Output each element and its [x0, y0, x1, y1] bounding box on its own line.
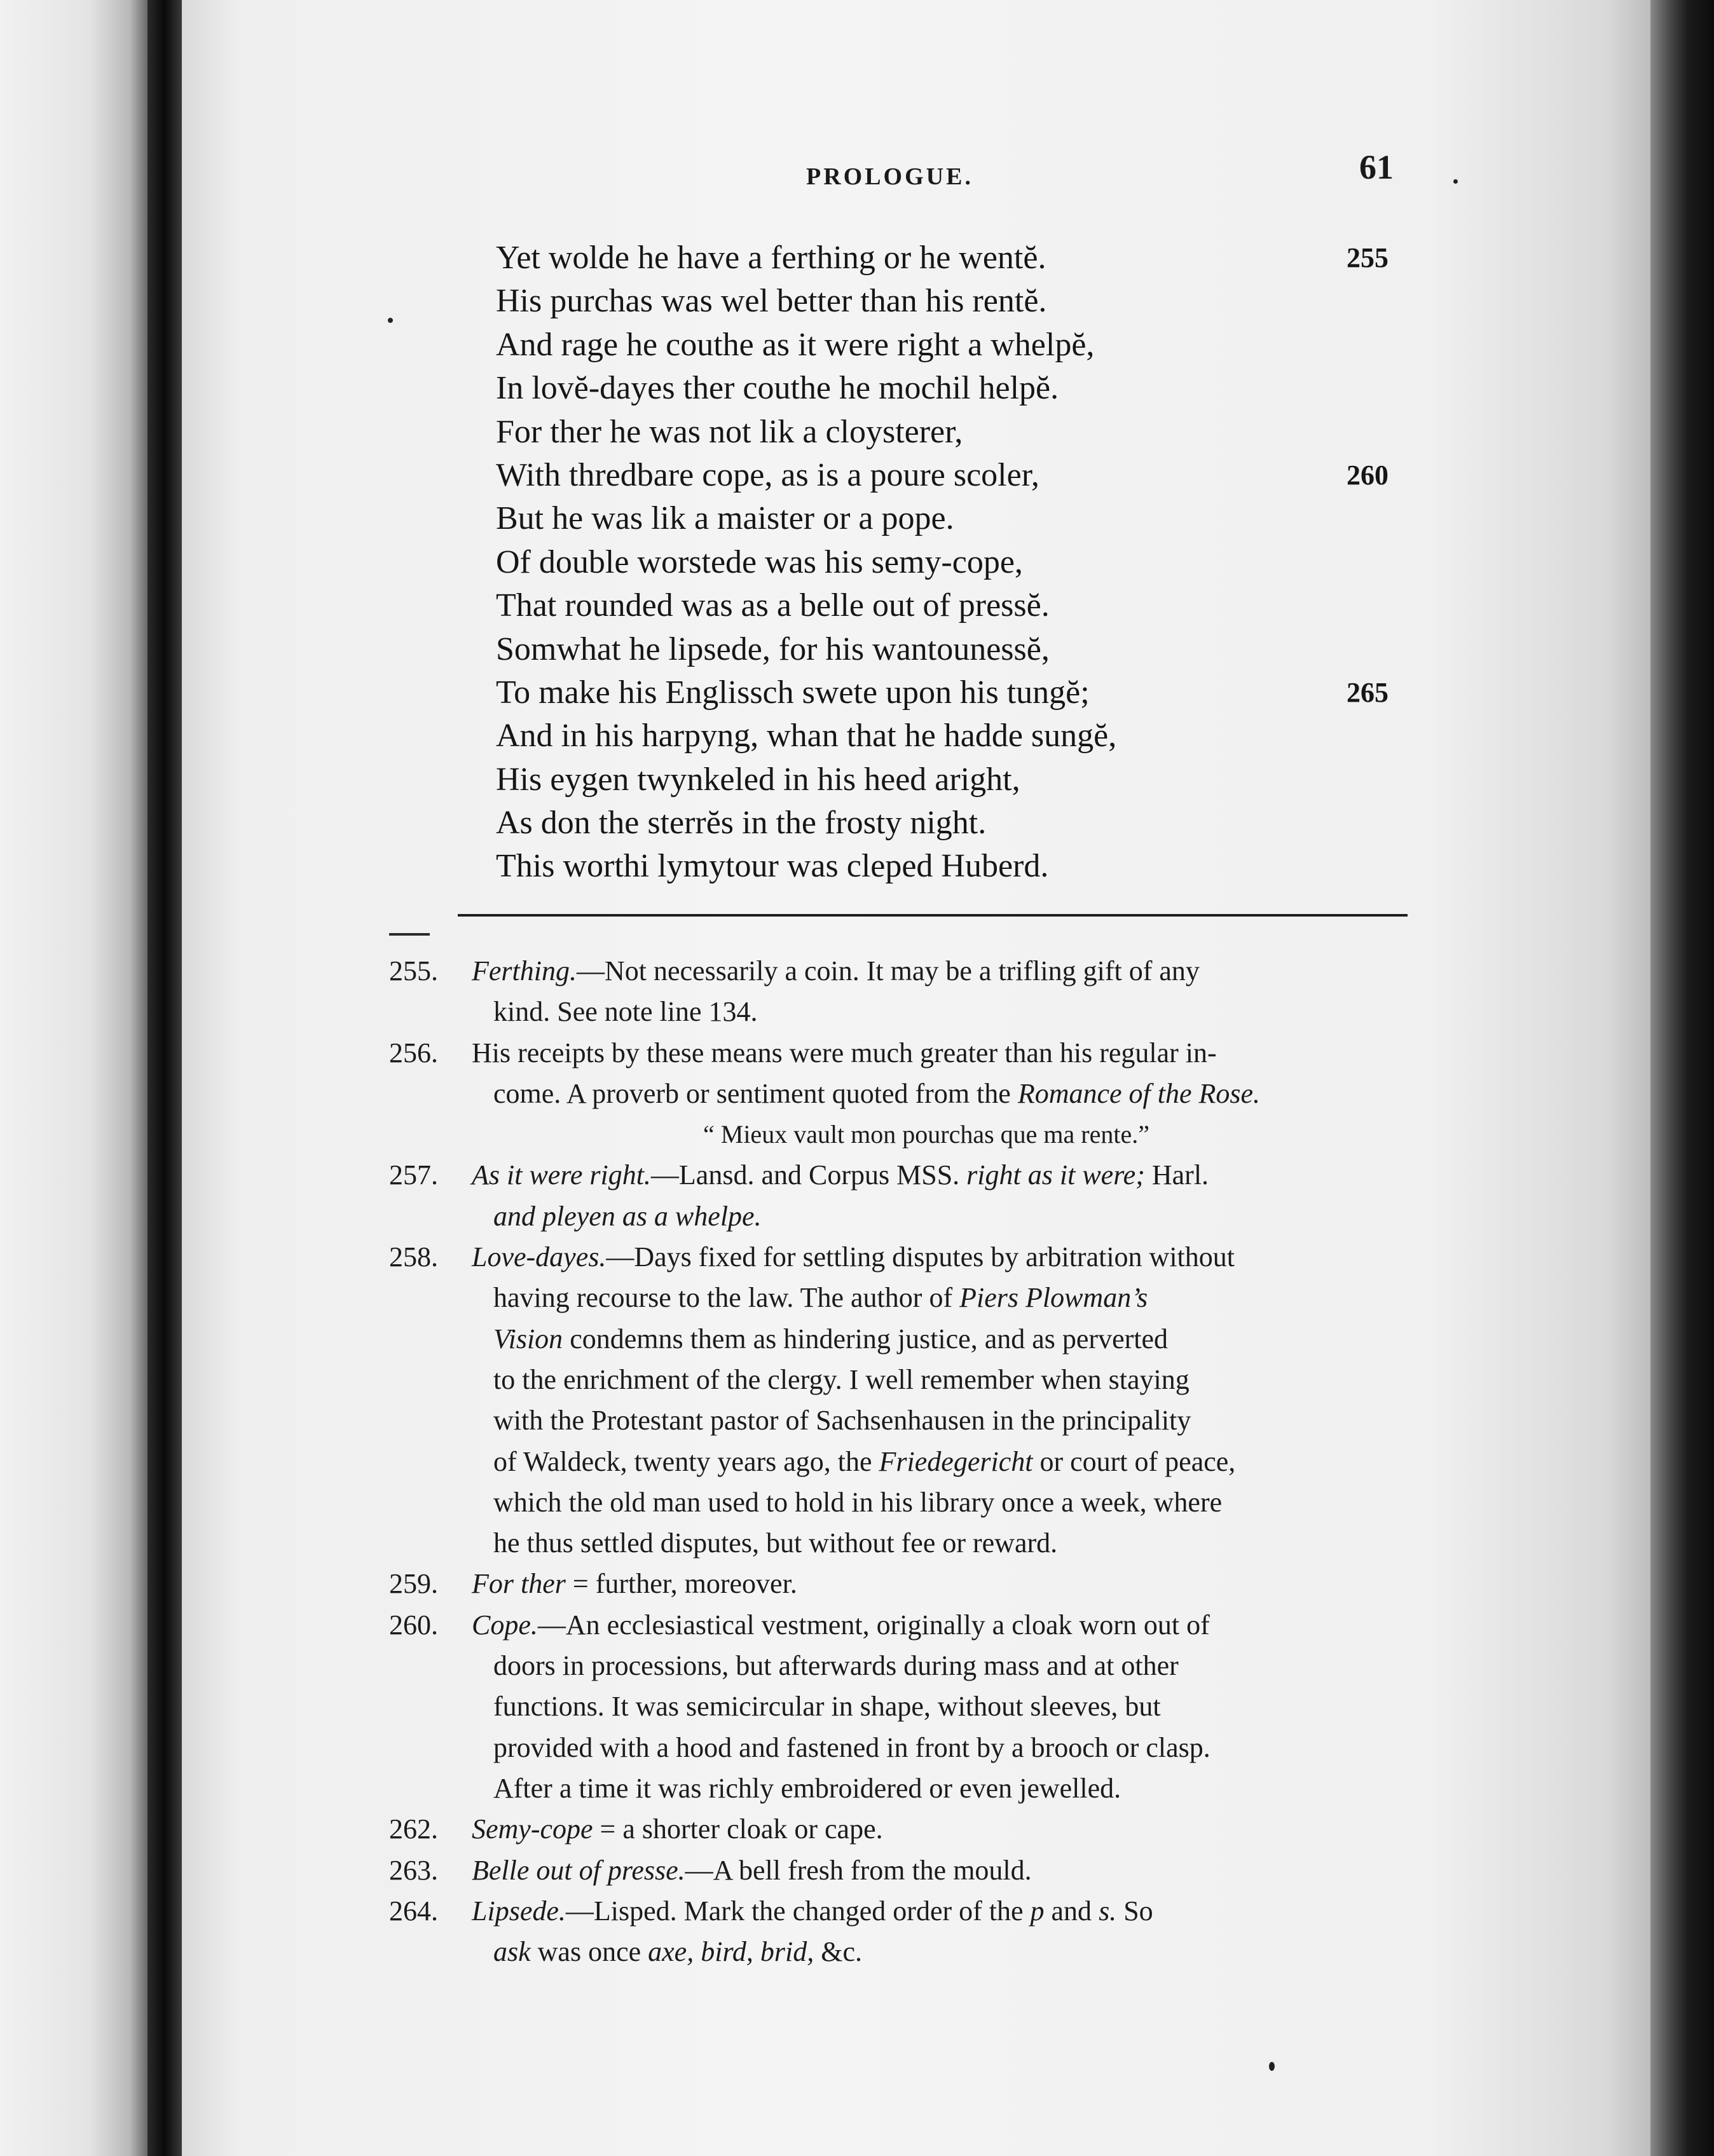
note-text: —Lansd. and Corpus MSS.: [650, 1159, 967, 1191]
note-text: = further, moreover.: [565, 1568, 797, 1600]
note-term: For ther: [472, 1568, 566, 1600]
note-line: [389, 951, 1425, 992]
note-text: = a shorter cloak or cape.: [593, 1813, 883, 1845]
note-term: Belle out of presse.: [472, 1854, 685, 1886]
line-number: 260: [1347, 459, 1388, 491]
note-number: 259.: [389, 1568, 438, 1600]
verse-text: His eygen twynkeled in his heed aright,: [496, 761, 1020, 798]
verse-text: And in his harpyng, whan that he hadde sungĕ,: [496, 718, 1117, 754]
note-line: [389, 1442, 1425, 1482]
note-line: [389, 1360, 1425, 1400]
note-line: [389, 1033, 1425, 1074]
note-number: 262.: [389, 1813, 438, 1845]
page-number: 61: [1359, 148, 1394, 186]
note-text: Harl.: [1144, 1159, 1209, 1191]
note-line: [389, 1646, 1425, 1686]
note-text: —A bell fresh from the mould.: [685, 1854, 1032, 1886]
note-term: Ferthing.: [472, 955, 577, 986]
note-text: which the old man used to hold in his library once a week, where: [493, 1486, 1223, 1518]
note-text: having recourse to the law. The author of: [493, 1282, 960, 1314]
verse-line: [496, 454, 1424, 497]
note-number: 263.: [389, 1854, 438, 1886]
note-text: —Lisped. Mark the changed order of the: [565, 1895, 1031, 1927]
note-line: [389, 1400, 1425, 1441]
note-line: [389, 1932, 1425, 1972]
running-head: PROLOGUE.: [806, 163, 973, 190]
note-text: &c.: [814, 1936, 863, 1968]
verse-text: Of double worstede was his semy-cope,: [496, 543, 1023, 580]
note-text: doors in processions, but afterwards during mass and at other: [493, 1650, 1179, 1682]
note-text: —Not necessarily a coin. It may be a trifling gift of any: [576, 955, 1200, 986]
note-line: [389, 1074, 1425, 1114]
note-line: [389, 1196, 1425, 1237]
scan-speck: [1453, 179, 1458, 184]
footnotes: [389, 951, 1425, 1972]
verse-text: As don the sterrĕs in the frosty night.: [496, 805, 987, 842]
note-word: ask: [493, 1936, 531, 1968]
verse-block: [496, 236, 1424, 889]
verse-line: [496, 367, 1424, 410]
note-line: [389, 1686, 1425, 1727]
verse-text: But he was lik a maister or a pope.: [496, 500, 954, 537]
note-line: [389, 1564, 1425, 1604]
note-text: of Waldeck, twenty years ago, the: [493, 1445, 879, 1477]
note-term: Friedegericht: [879, 1445, 1033, 1477]
verse-line: [496, 324, 1424, 367]
note-number: 256.: [389, 1037, 438, 1068]
note-line: [389, 1891, 1425, 1932]
verse-text: With thredbare cope, as is a poure scoler,: [496, 456, 1039, 493]
note-letter: s.: [1099, 1895, 1117, 1927]
facing-page-edge: [0, 0, 147, 2156]
book-gutter: [147, 0, 182, 2156]
note-number: 258.: [389, 1241, 438, 1273]
note-number: 257.: [389, 1159, 438, 1191]
note-text: provided with a hood and fastened in front by a brooch or clasp.: [493, 1731, 1210, 1763]
verse-line: [496, 497, 1424, 540]
verse-text: Yet wolde he have a ferthing or he wentĕ.: [496, 240, 1046, 276]
rule-fragment: [389, 933, 430, 936]
note-text: come. A proverb or sentiment quoted from the: [493, 1077, 1018, 1109]
note-text: —An ecclesiastical vestment, originally a cloak worn out of: [537, 1609, 1210, 1641]
page-edge-shadow: [1650, 0, 1714, 2156]
note-reading: and pleyen as a whelpe.: [493, 1200, 762, 1232]
verse-line: [496, 280, 1424, 323]
note-line: [389, 1728, 1425, 1768]
verse-text: This worthi lymytour was cleped Huberd.: [496, 848, 1049, 885]
note-line: [389, 1278, 1425, 1318]
note-line: [389, 1809, 1425, 1850]
note-text: kind. See note line 134.: [493, 996, 758, 1028]
note-text: he thus settled disputes, but without fee or reward.: [493, 1527, 1058, 1559]
quotation-text: “ Mieux vault mon pourchas que ma rente.”: [703, 1120, 1149, 1149]
note-term: As it were right.: [472, 1159, 651, 1191]
note-text: condemns them as hindering justice, and as perverted: [563, 1323, 1169, 1354]
verse-line: [496, 758, 1424, 802]
verse-line: [496, 584, 1424, 627]
note-text: to the enrichment of the clergy. I well remember when staying: [493, 1363, 1190, 1395]
verse-line: [496, 411, 1424, 454]
note-quotation: [389, 1114, 1425, 1155]
verse-text: To make his Englissch swete upon his tungĕ;: [496, 674, 1090, 711]
note-line: [389, 992, 1425, 1032]
note-line: [389, 1523, 1425, 1564]
line-number: 255: [1347, 242, 1388, 273]
verse-text: And rage he couthe as it were right a whelpĕ,: [496, 326, 1095, 363]
note-title: Vision: [493, 1323, 563, 1354]
verse-text: For ther he was not lik a cloysterer,: [496, 413, 963, 450]
verse-line: [496, 236, 1424, 280]
line-number: 265: [1347, 676, 1388, 708]
note-text: His receipts by these means were much greater than his regular in-: [472, 1037, 1217, 1068]
note-number: 260.: [389, 1609, 438, 1641]
note-term: Love-dayes.: [472, 1241, 607, 1273]
note-line: [389, 1319, 1425, 1360]
note-line: [389, 1237, 1425, 1278]
note-word: axe, bird, brid,: [648, 1936, 814, 1968]
note-line: [389, 1155, 1425, 1196]
note-reading: right as it were;: [966, 1159, 1145, 1191]
note-term: Lipsede.: [472, 1895, 566, 1927]
note-text: After a time it was richly embroidered or even jewelled.: [493, 1772, 1121, 1804]
verse-line: [496, 628, 1424, 671]
note-number: 264.: [389, 1895, 438, 1927]
verse-line: [496, 671, 1424, 714]
verse-text: His purchas was wel better than his rentĕ.: [496, 283, 1047, 320]
section-rule: [458, 914, 1408, 917]
note-line: [389, 1482, 1425, 1523]
note-text: or court of peace,: [1032, 1445, 1236, 1477]
verse-line: [496, 845, 1424, 888]
scan-speck: [1269, 2062, 1275, 2071]
verse-line: [496, 541, 1424, 584]
verse-text: Somwhat he lipsede, for his wantounessĕ,: [496, 631, 1050, 667]
verse-line: [496, 802, 1424, 845]
note-title: Piers Plowman’s: [959, 1282, 1148, 1314]
note-text: and: [1044, 1895, 1099, 1927]
note-line: [389, 1605, 1425, 1646]
note-text: So: [1116, 1895, 1153, 1927]
note-number: 255.: [389, 955, 438, 986]
note-text: functions. It was semicircular in shape, without sleeves, but: [493, 1691, 1161, 1723]
note-line: [389, 1768, 1425, 1809]
note-title: Romance of the Rose.: [1017, 1077, 1261, 1109]
note-text: with the Protestant pastor of Sachsenhausen in the principality: [493, 1405, 1191, 1436]
note-line: [389, 1850, 1425, 1891]
verse-text: In lovĕ-dayes ther couthe he mochil helpĕ.: [496, 370, 1059, 407]
note-text: was once: [530, 1936, 648, 1968]
note-term: Semy-cope: [472, 1813, 593, 1845]
scan-speck: [388, 318, 393, 323]
note-text: —Days fixed for settling disputes by arbitration without: [606, 1241, 1235, 1273]
note-letter: p: [1030, 1895, 1045, 1927]
verse-line: [496, 714, 1424, 758]
note-term: Cope.: [472, 1609, 538, 1641]
verse-text: That rounded was as a belle out of pressĕ.: [496, 587, 1050, 624]
